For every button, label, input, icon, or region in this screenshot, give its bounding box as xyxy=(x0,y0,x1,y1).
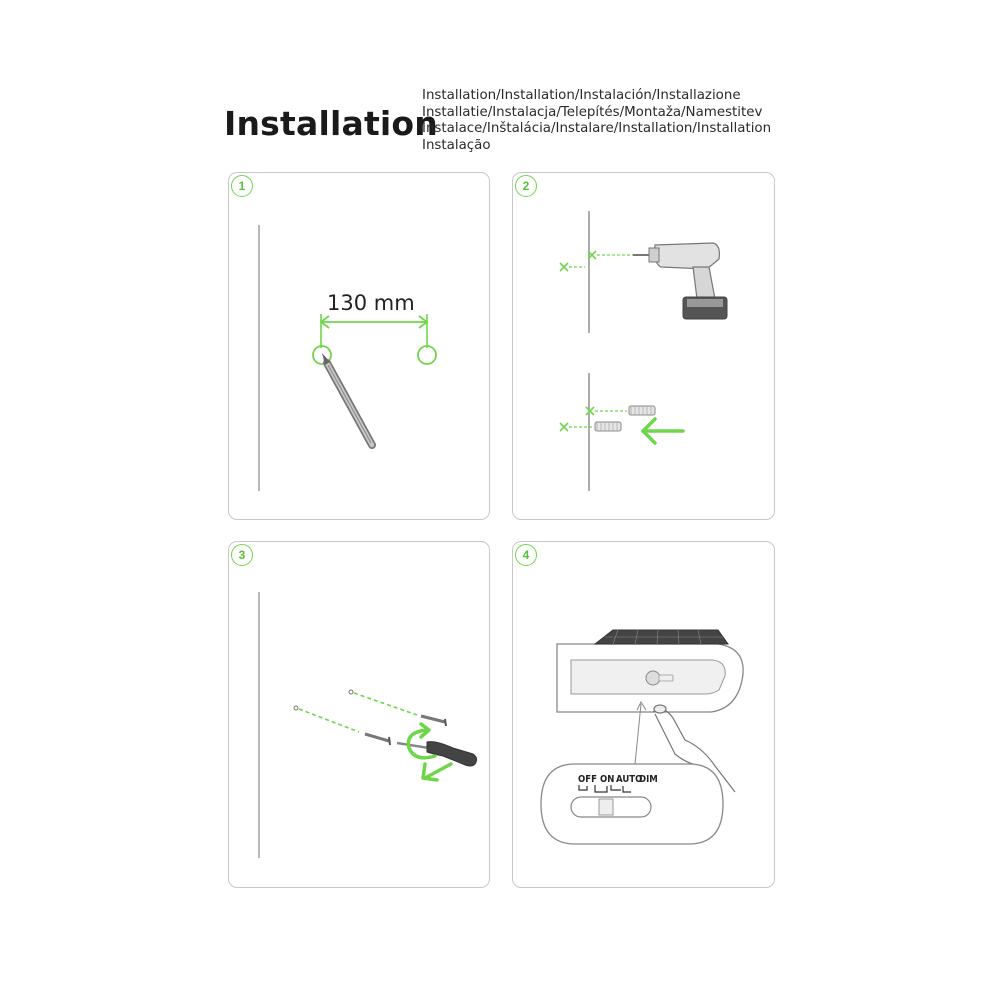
subtitle-line: Installatie/Instalacja/Telepítés/Montaža/Namestitev xyxy=(422,104,763,120)
step-2-illustration xyxy=(513,173,776,521)
switch-label-on: ON xyxy=(600,774,615,785)
dimension-label: 130 mm xyxy=(327,291,415,315)
switch-label-off: OFF xyxy=(578,774,597,785)
step-2-panel xyxy=(512,172,775,520)
subtitle-line: Installation/Installation/Instalación/Installazione xyxy=(422,88,741,103)
step-number-badge: 4 xyxy=(515,544,537,566)
step-3-panel xyxy=(228,541,490,888)
hole-mark-right xyxy=(418,346,436,364)
subtitle-line: Instalace/Inštalácia/Instalare/Installation/Installation xyxy=(422,121,772,137)
switch-detail xyxy=(541,764,723,844)
step-4-illustration xyxy=(513,542,776,889)
subtitle-line: Instalação xyxy=(422,137,491,153)
step-number-badge: 1 xyxy=(231,175,253,197)
solar-lamp-icon xyxy=(557,630,743,712)
switch-label-auto: AUTO xyxy=(616,774,643,785)
multilingual-subtitle xyxy=(422,88,792,154)
step-3-illustration xyxy=(229,542,491,889)
mode-switch-knob xyxy=(599,799,613,815)
step-1-panel xyxy=(228,172,490,520)
insert-arrow-icon xyxy=(643,419,683,443)
screw-icon xyxy=(365,716,446,745)
pencil-icon xyxy=(322,353,372,445)
step-number-badge: 2 xyxy=(515,175,537,197)
step-number-badge: 3 xyxy=(231,544,253,566)
drill-icon xyxy=(633,243,727,319)
step-4-panel xyxy=(512,541,775,888)
step-1-illustration xyxy=(229,173,491,521)
switch-label-dim: DIM xyxy=(639,774,658,785)
page-title: Installation xyxy=(224,104,438,143)
